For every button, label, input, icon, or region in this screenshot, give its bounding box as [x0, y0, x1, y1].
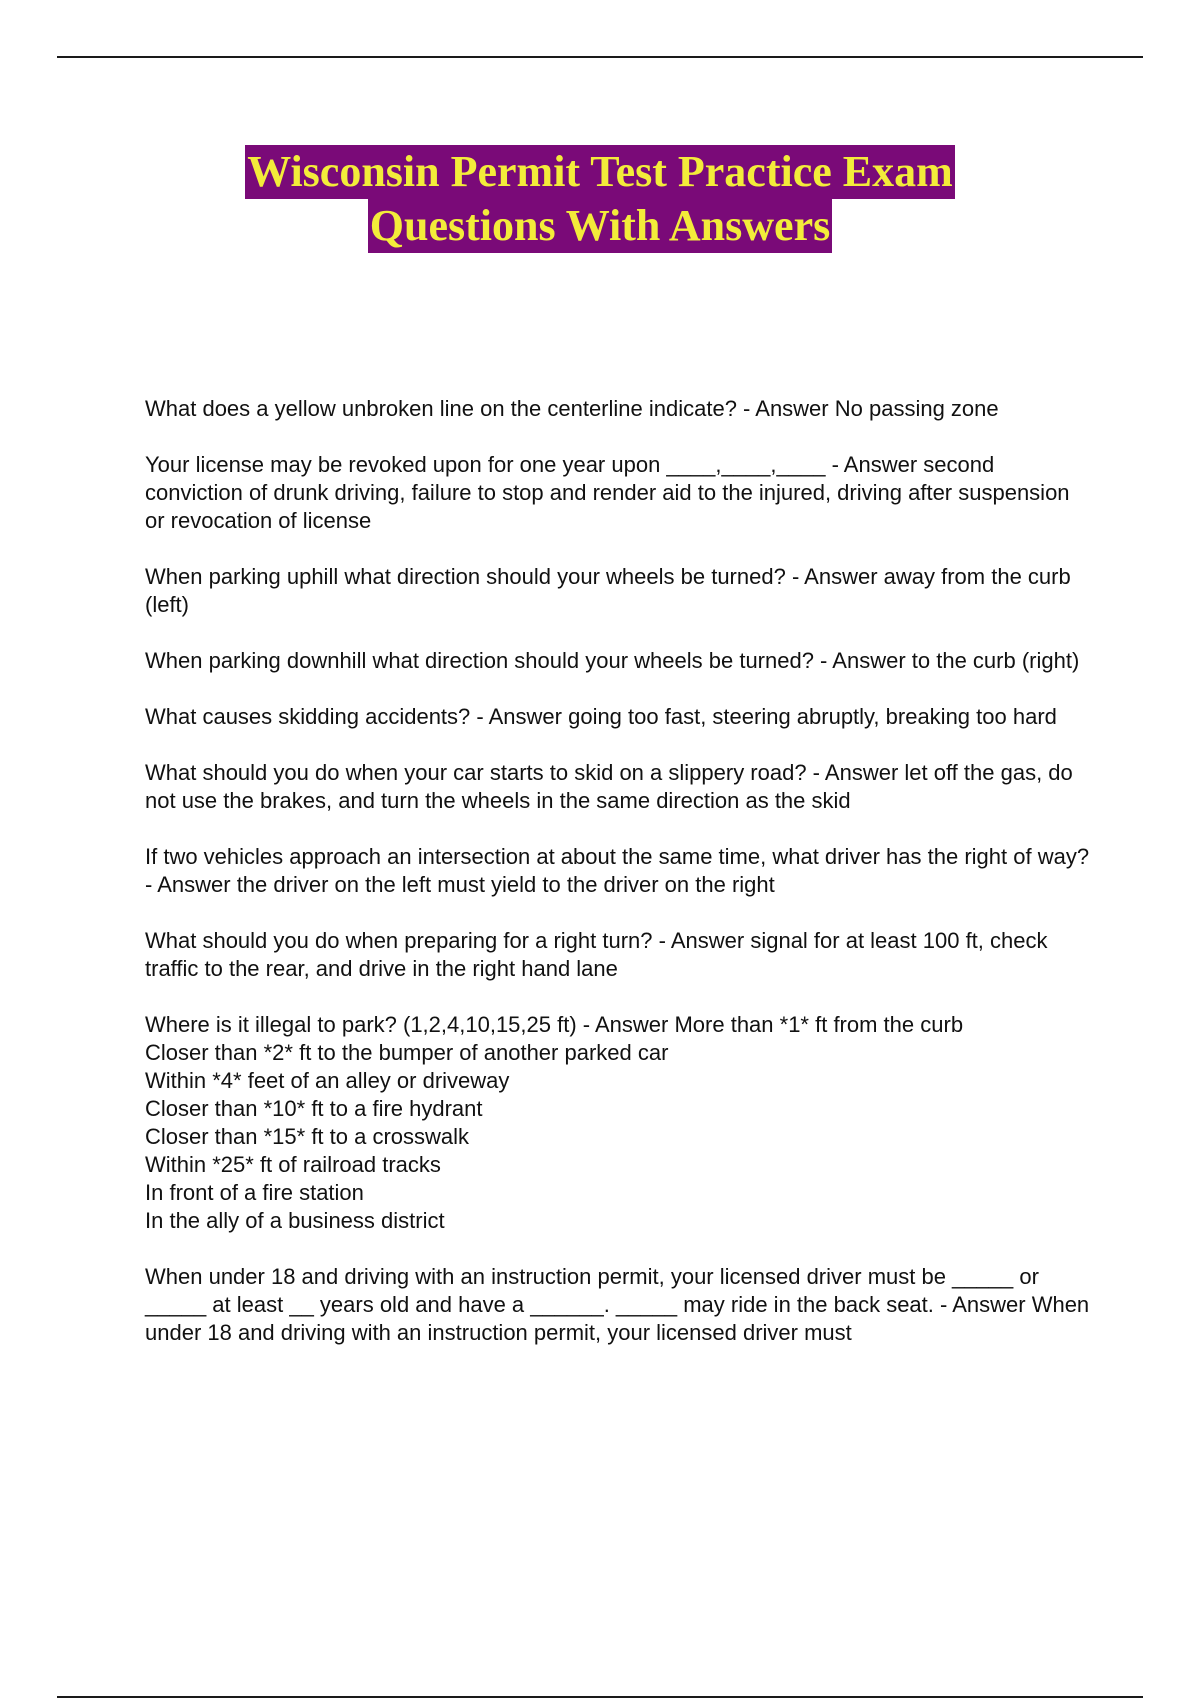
- qa-item: When parking uphill what direction should your wheels be turned? - Answer away from the curb (left): [145, 564, 1071, 617]
- qa-list: [145, 395, 1090, 1375]
- qa-item: What causes skidding accidents? - Answer going too fast, steering abruptly, breaking too hard: [145, 704, 1057, 729]
- qa-item: When under 18 and driving with an instruction permit, your licensed driver must be _____ or _____ at least __ years old and have a ______. _____ may ride in the back seat. - Answer When under 18 and driving with an instruction permit, your licensed driver must: [145, 1264, 1090, 1345]
- qa-item: What should you do when preparing for a right turn? - Answer signal for at least 100 ft, check traffic to the rear, and drive in the right hand lane: [145, 928, 1048, 981]
- qa-item: Where is it illegal to park? (1,2,4,10,15,25 ft) - Answer More than *1* ft from the curb Closer than *2* ft to the bumper of another parked car Within *4* feet of an alley or driveway Closer than *10* ft to a fire hydrant Closer than *15* ft to a crosswalk Within *25* ft of railroad tracks In front of a fire station In the ally of a business district: [145, 1012, 964, 1233]
- top-rule: [57, 56, 1143, 58]
- title-line-2: Questions With Answers: [368, 199, 832, 253]
- qa-item: What should you do when your car starts to skid on a slippery road? - Answer let off the gas, do not use the brakes, and turn the wheels in the same direction as the skid: [145, 760, 1073, 813]
- qa-item: What does a yellow unbroken line on the centerline indicate? - Answer No passing zone: [145, 396, 999, 421]
- qa-item: Your license may be revoked upon for one year upon ____,____,____ - Answer second conviction of drunk driving, failure to stop and render aid to the injured, driving after suspension or revocation of license: [145, 452, 1070, 533]
- qa-item: If two vehicles approach an intersection at about the same time, what driver has the right of way? - Answer the driver on the left must yield to the driver on the right: [145, 844, 1090, 897]
- title-line-1: Wisconsin Permit Test Practice Exam: [245, 145, 955, 199]
- bottom-rule: [57, 1696, 1143, 1698]
- qa-item: When parking downhill what direction should your wheels be turned? - Answer to the curb (right): [145, 648, 1080, 673]
- document-title: [0, 145, 1200, 253]
